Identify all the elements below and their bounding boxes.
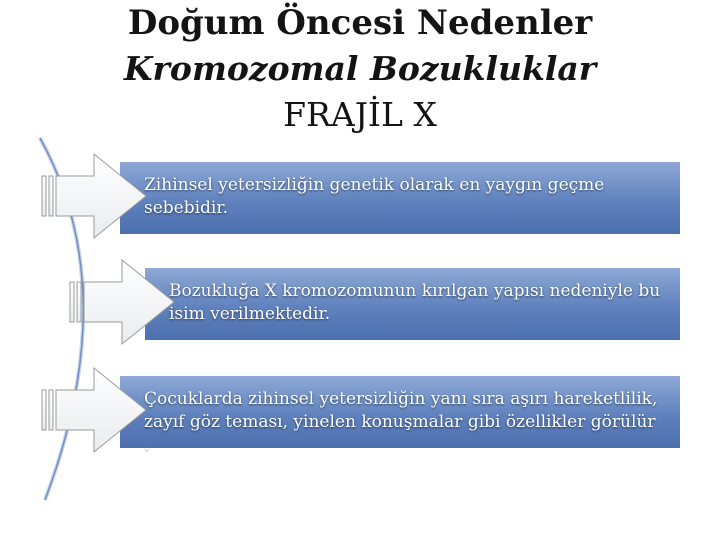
title-line-3: FRAJİL X [283, 95, 437, 134]
list-item-2 [145, 268, 680, 340]
arrow-icon-3 [40, 366, 150, 454]
list-item-2-text: Bozukluğa X kromozomunun kırılgan yapısı nedeniyle bu isim verilmektedir. [169, 281, 661, 324]
arrow-icon-1 [40, 152, 150, 240]
arrow-icon-2 [68, 258, 178, 346]
title-line-2: Kromozomal Bozukluklar [123, 49, 597, 88]
title-line-1: Doğum Öncesi Nedenler [127, 3, 593, 43]
list-item-3 [120, 376, 680, 455]
list-item-1 [120, 162, 680, 234]
list-item-3-text: Çocuklarda zihinsel yetersizliğin yanı sıra aşırı hareketlilik, zayıf göz teması, yinelen konuşmalar gibi özellikler görülür . [144, 389, 658, 455]
list-item-1-text: Zihinsel yetersizliğin genetik olarak en yaygın geçme sebebidir. [144, 175, 605, 218]
